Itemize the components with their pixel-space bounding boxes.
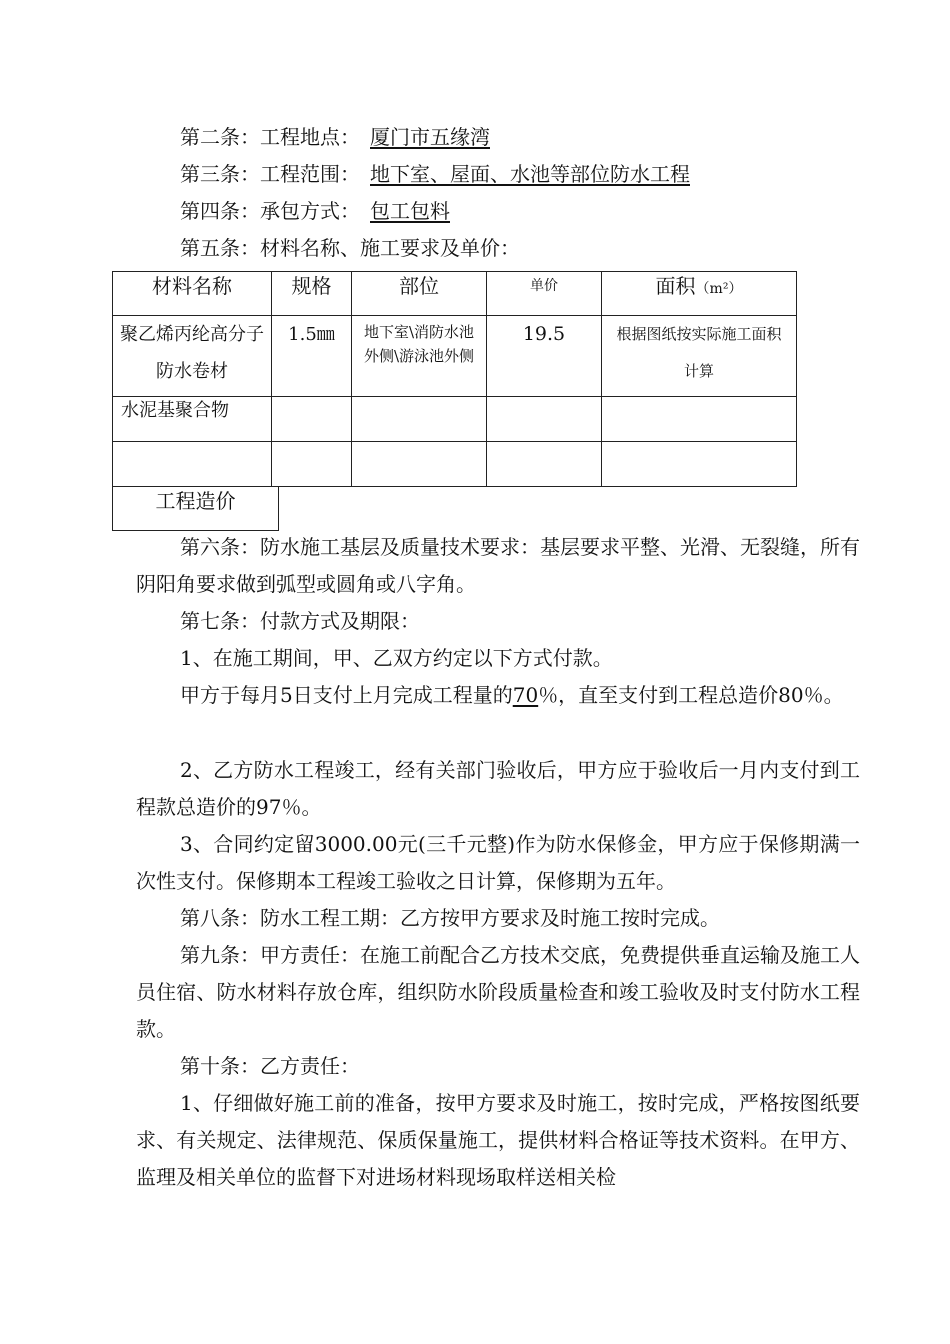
clause-10-title: 第十条：乙方责任： (180, 1054, 360, 1078)
row1-location: 地下室\消防水池外侧\游泳池外侧 (352, 316, 487, 397)
clause-7-item-1: 1、在施工期间，甲、乙双方约定以下方式付款。 (180, 646, 613, 670)
total-cost-cell: 工程造价 (112, 487, 279, 531)
clause-7-item-2: 2、乙方防水工程竣工，经有关部门验收后，甲方应于验收后一月内支付到工程款总造价的97％。 (136, 758, 860, 819)
row3-material (113, 442, 272, 487)
row3-unit-price (487, 442, 602, 487)
clause-7-title: 第七条：付款方式及期限： (180, 609, 420, 633)
table-header-row (113, 272, 797, 316)
row2-material: 水泥基聚合物 (113, 397, 272, 442)
row2-spec (272, 397, 352, 442)
clause-6: 第六条：防水施工基层及质量技术要求：基层要求平整、光滑、无裂缝，所有阴阳角要求做到弧型或圆角或八字角。 (136, 535, 860, 596)
clause-2-value: 厦门市五缘湾 (370, 125, 490, 149)
row1-area: 根据图纸按实际施工面积计算 (602, 316, 797, 397)
row3-location (352, 442, 487, 487)
row3-area (602, 442, 797, 487)
clause-8: 第八条：防水工程工期：乙方按甲方要求及时施工按时完成。 (180, 906, 720, 930)
row3-spec (272, 442, 352, 487)
row2-unit-price (487, 397, 602, 442)
header-unit-price: 单价 (487, 272, 602, 316)
header-location: 部位 (352, 272, 487, 316)
clause-7-payment-after: ％，直至支付到工程总造价80％。 (538, 683, 844, 707)
table-row (113, 397, 797, 442)
clause-7-item-3: 3、合同约定留3000.00元(三千元整)作为防水保修金，甲方应于保修期满一次性支付。保修期本工程竣工验收之日计算，保修期为五年。 (136, 832, 860, 893)
row2-area (602, 397, 797, 442)
table-row (113, 316, 797, 397)
clause-4-label: 第四条：承包方式： (180, 199, 360, 223)
row1-unit-price: 19.5 (487, 316, 602, 397)
row1-spec: 1.5㎜ (272, 316, 352, 397)
clause-5-title: 第五条：材料名称、施工要求及单价： (180, 236, 520, 260)
clause-4-value: 包工包料 (370, 199, 450, 223)
clause-10-item-1: 1、仔细做好施工前的准备，按甲方要求及时施工，按时完成，严格按图纸要求、有关规定、法律规范、保质保量施工，提供材料合格证等技术资料。在甲方、监理及相关单位的监督下对进场材料现场取样送相关检 (136, 1091, 860, 1189)
materials-table (112, 271, 797, 487)
payment-percent: 70 (512, 683, 539, 707)
clause-7-payment-before: 甲方于每月5日支付上月完成工程量的 (180, 683, 513, 707)
clause-7-payment (136, 677, 860, 714)
clause-3-value: 地下室、屋面、水池等部位防水工程 (370, 162, 690, 186)
clause-2 (180, 123, 490, 151)
row2-location (352, 397, 487, 442)
header-area (602, 272, 797, 316)
clause-3 (180, 160, 690, 188)
header-area-label: 面积 (655, 274, 696, 298)
header-material: 材料名称 (113, 272, 272, 316)
clause-3-label: 第三条：工程范围： (180, 162, 360, 186)
clause-2-label: 第二条：工程地点： (180, 125, 360, 149)
header-area-unit: （m²） (695, 281, 743, 297)
table-row (113, 442, 797, 487)
row1-material: 聚乙烯丙纶高分子防水卷材 (113, 316, 272, 397)
clause-9: 第九条：甲方责任：在施工前配合乙方技术交底，免费提供垂直运输及施工人员住宿、防水材料存放仓库，组织防水阶段质量检查和竣工验收及时支付防水工程款。 (136, 943, 860, 1041)
clause-4 (180, 197, 450, 225)
header-spec: 规格 (272, 272, 352, 316)
